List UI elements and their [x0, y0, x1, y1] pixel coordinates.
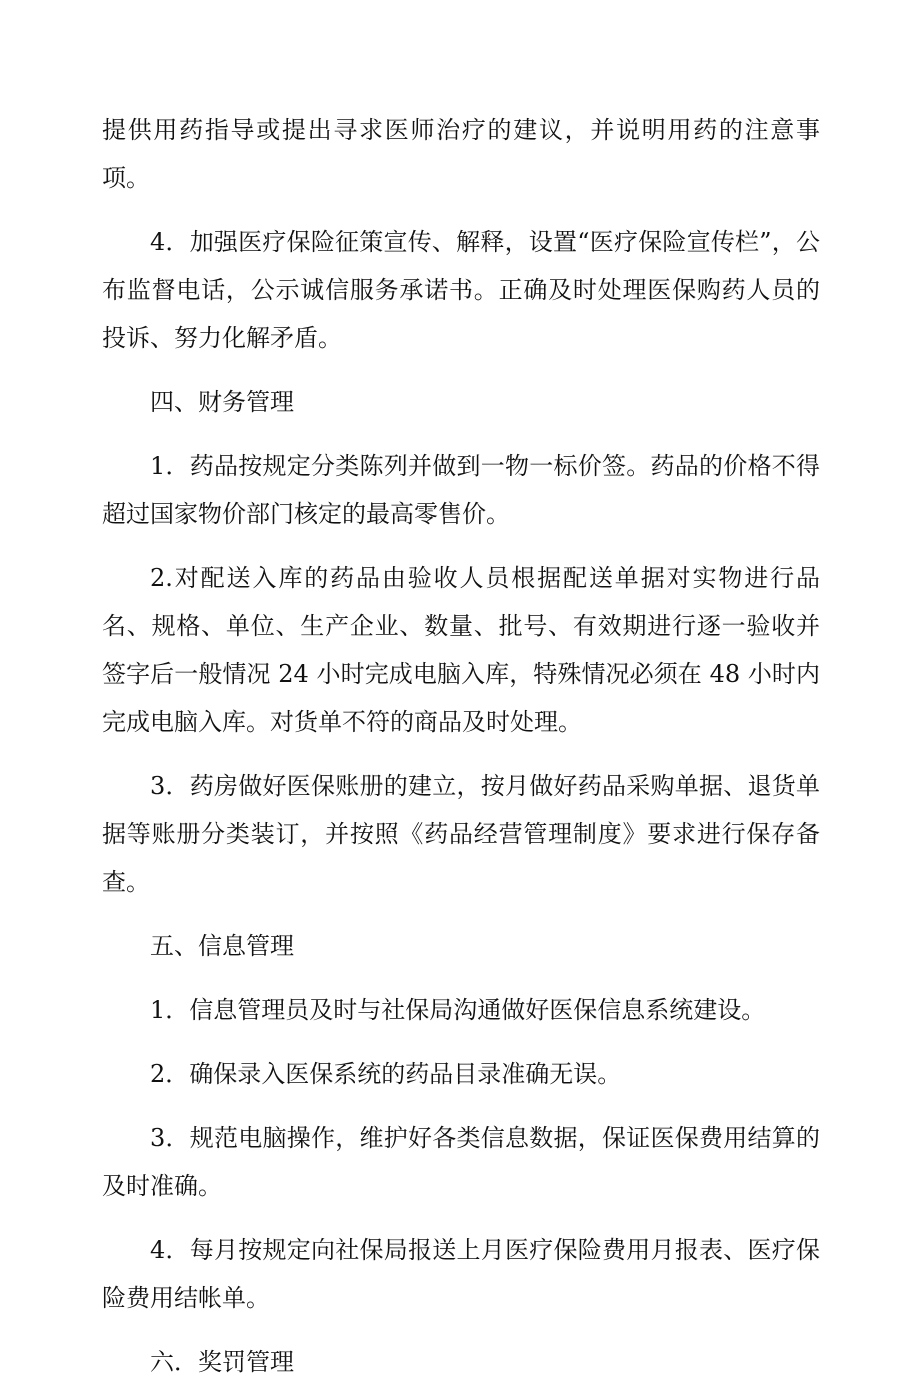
- paragraph-gap: [102, 1098, 820, 1114]
- section-heading-rewards-penalties: 六．奖罚管理: [150, 1348, 294, 1376]
- paragraph-finance-3: 3．药房做好医保账册的建立，按月做好药品采购单据、退货单据等账册分类装订，并按照《药品经营管理制度》要求进行保存备查。: [102, 772, 820, 896]
- paragraph-finance-2: 2.对配送入库的药品由验收人员根据配送单据对实物进行品名、规格、单位、生产企业、数量、批号、有效期进行逐一验收并签字后一般情况 24 小时完成电脑入库，特殊情况必须在 48 小时内完成电脑入库。对货单不符的商品及时处理。: [102, 564, 820, 736]
- paragraph-gap: [102, 1210, 820, 1226]
- paragraph-gap: [102, 970, 820, 986]
- paragraph-gap: [102, 1034, 820, 1050]
- paragraph-gap: [102, 202, 820, 218]
- section-heading-information: 五、信息管理: [150, 932, 294, 960]
- paragraph-information-2: 2．确保录入医保系统的药品目录准确无误。: [150, 1060, 622, 1088]
- paragraph-gap: [102, 362, 820, 378]
- paragraph-information-1: 1．信息管理员及时与社保局沟通做好医保信息系统建设。: [150, 996, 766, 1024]
- paragraph-information-3: 3．规范电脑操作，维护好各类信息数据，保证医保费用结算的及时准确。: [102, 1124, 820, 1200]
- paragraph-gap: [102, 746, 820, 762]
- paragraph-continuation: 提供用药指导或提出寻求医师治疗的建议，并说明用药的注意事项。: [102, 116, 820, 192]
- section-heading-finance: 四、财务管理: [150, 388, 294, 416]
- paragraph-gap: [102, 906, 820, 922]
- document-body: [102, 106, 820, 1386]
- paragraph-gap: [102, 426, 820, 442]
- paragraph-item-4-insurance-publicity: 4．加强医疗保险征策宣传、解释，设置“医疗保险宣传栏”，公布监督电话，公示诚信服务承诺书。正确及时处理医保购药人员的投诉、努力化解矛盾。: [102, 228, 820, 352]
- paragraph-finance-1: 1．药品按规定分类陈列并做到一物一标价签。药品的价格不得超过国家物价部门核定的最高零售价。: [102, 452, 820, 528]
- paragraph-information-4: 4．每月按规定向社保局报送上月医疗保险费用月报表、医疗保险费用结帐单。: [102, 1236, 820, 1312]
- paragraph-gap: [102, 538, 820, 554]
- paragraph-gap: [102, 1322, 820, 1338]
